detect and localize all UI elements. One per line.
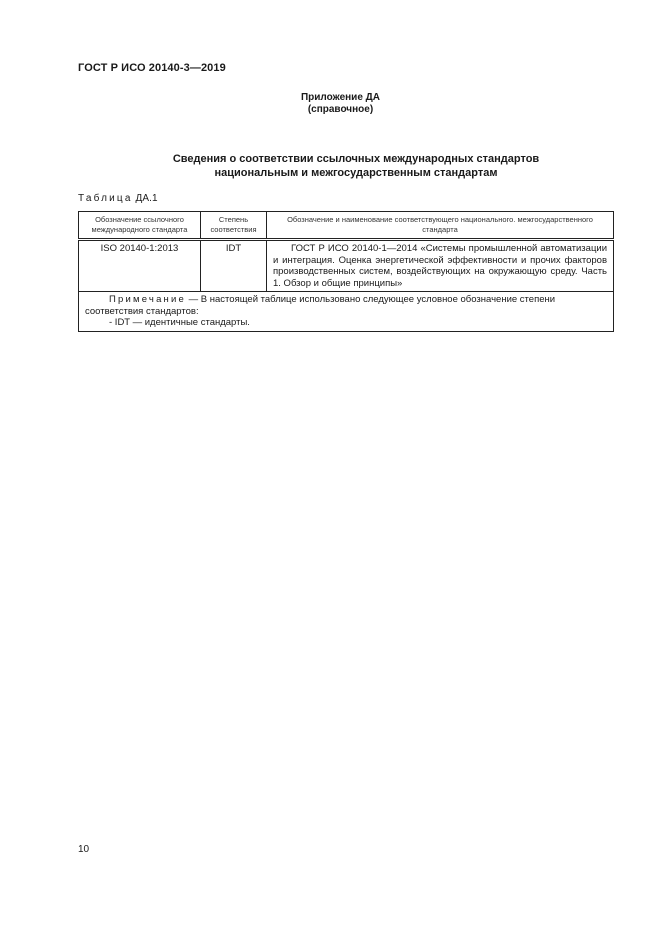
page-number: 10	[78, 844, 90, 855]
column-header-reference: Обозначение ссылочного международного стандарта	[79, 212, 201, 240]
table-header-row	[79, 212, 614, 240]
annex-heading	[0, 92, 661, 116]
note-text: — В настоящей таблице использовано следующее условное обозначение степени соответствия стандартов:	[85, 294, 556, 317]
column-header-degree: Степень соответствия	[201, 212, 267, 240]
annex-subtitle: (справочное)	[307, 104, 374, 115]
column-header-national: Обозначение и наименование соответствующего национального. межгосударственного стандарта	[267, 212, 614, 240]
note-item: - IDT — идентичные стандарты.	[109, 317, 250, 328]
section-title-line-1: Сведения о соответствии ссылочных международных стандартов	[172, 153, 540, 165]
table-row	[79, 240, 614, 292]
section-title	[78, 152, 614, 180]
table-note	[79, 292, 614, 332]
note-label: Примечание	[109, 294, 186, 305]
table-caption-id: ДА.1	[135, 193, 158, 204]
note-paragraph	[85, 294, 607, 317]
table-note-row	[79, 292, 614, 332]
document-code-header: ГОСТ Р ИСО 20140-3—2019	[78, 62, 226, 74]
table-caption-word: Таблица	[78, 193, 133, 204]
cell-national: ГОСТ Р ИСО 20140-1—2014 «Системы промышленной автоматизации и интеграция. Оценка энергетической эффективности и прочих факторов производственных систем, воздействующих на окружающую среду. Часть 1. Обзор и общие принципы»	[267, 240, 614, 292]
cell-reference: ISO 20140-1:2013	[79, 240, 201, 292]
table-caption	[78, 193, 158, 204]
section-title-line-2: национальным и межгосударственным стандартам	[214, 167, 498, 179]
annex-title: Приложение ДА	[300, 92, 381, 103]
cell-degree: IDT	[201, 240, 267, 292]
standards-correspondence-table	[78, 211, 614, 332]
